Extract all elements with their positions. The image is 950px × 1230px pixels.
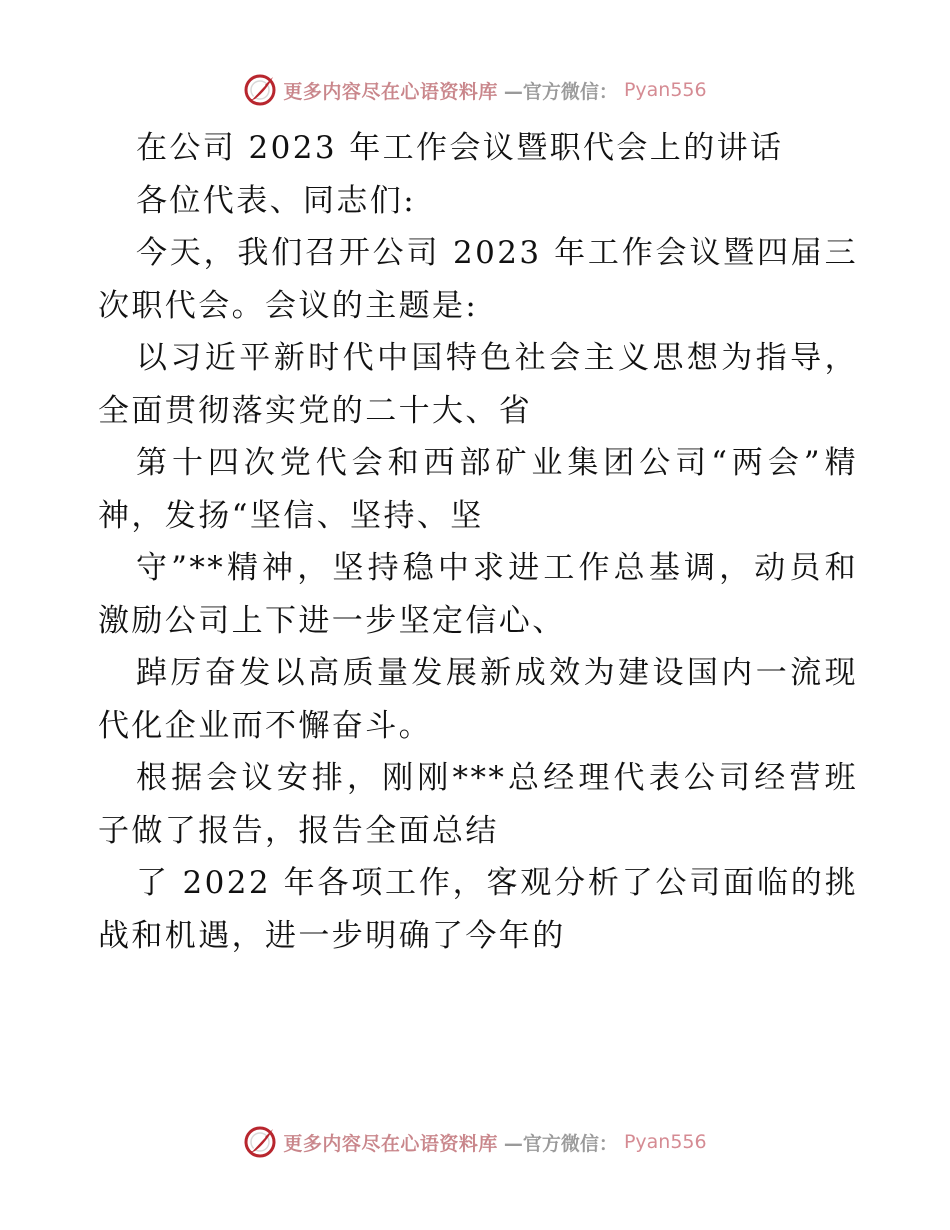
salutation: 各位代表、同志们: (136, 182, 417, 219)
watermark-text-site: 更多内容尽在心语资料库 (283, 1132, 498, 1155)
paragraph-line: 根据会议安排，刚刚***总经理代表公司经营班 (136, 760, 858, 796)
watermark-text-label: —官方微信： (503, 80, 618, 103)
quill-logo-icon (243, 73, 277, 107)
paragraph-line: 踔厉奋发以高质量发展新成效为建设国内一流现 (136, 655, 858, 691)
header-watermark (0, 70, 950, 110)
paragraph-line: 激励公司上下进一步坚定信心、 (98, 602, 566, 639)
watermark-text-wechat-id: Pyan556 (623, 1131, 707, 1153)
footer-watermark (0, 1122, 950, 1162)
paragraph-line: 次职代会。会议的主题是: (98, 287, 479, 324)
watermark-text-site: 更多内容尽在心语资料库 (283, 80, 498, 103)
quill-logo-icon (243, 1125, 277, 1159)
paragraph-line: 代化企业而不懈奋斗。 (98, 707, 432, 744)
document-title: 在公司 2023 年工作会议暨职代会上的讲话 (136, 130, 784, 166)
paragraph-line: 全面贯彻落实党的二十大、省 (98, 392, 533, 429)
paragraph-line: 以习近平新时代中国特色社会主义思想为指导， (136, 340, 858, 376)
paragraph-line: 今天，我们召开公司 2023 年工作会议暨四届三 (136, 235, 858, 271)
paragraph-line: 神，发扬“坚信、坚持、坚 (98, 497, 484, 534)
document-body (98, 122, 858, 962)
paragraph-line: 了 2022 年各项工作，客观分析了公司面临的挑 (136, 865, 858, 901)
watermark-text-label: —官方微信： (503, 1132, 618, 1155)
paragraph-line: 第十四次党代会和西部矿业集团公司“两会”精 (136, 445, 858, 481)
watermark-text-wechat-id: Pyan556 (623, 79, 707, 101)
paragraph-line: 守”**精神，坚持稳中求进工作总基调，动员和 (136, 550, 858, 586)
paragraph-line: 子做了报告，报告全面总结 (98, 812, 499, 849)
paragraph-line: 战和机遇，进一步明确了今年的 (98, 917, 566, 954)
